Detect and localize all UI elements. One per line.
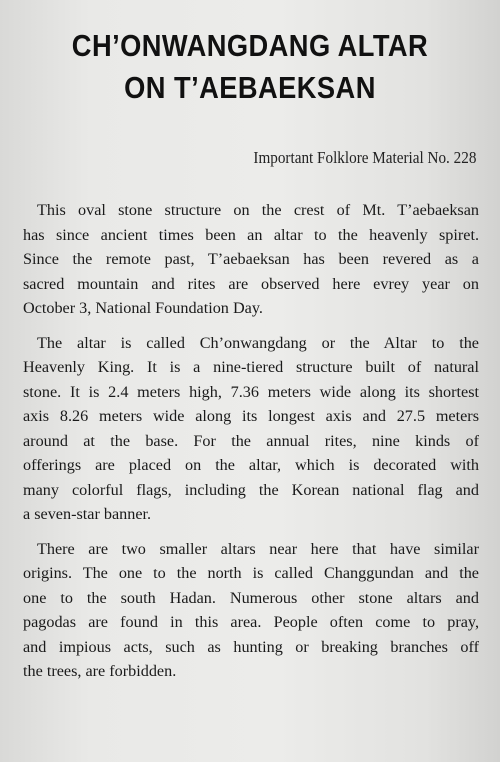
title-line-1: CH’ONWANGDANG ALTAR xyxy=(71,28,429,63)
text-line: sacred mountain and rites are observed here evrey year on xyxy=(23,274,479,293)
text-line: Heavenly King. It is a nine-tiered structure built of natural xyxy=(23,358,479,376)
paragraph xyxy=(23,537,479,684)
text-line: pagodas are found in this area. People often come to pray, xyxy=(23,613,479,631)
text-line: one to the south Hadan. Numerous other stone altars and xyxy=(23,588,479,607)
text-line: and impious acts, such as hunting or breaking branches off xyxy=(23,637,479,656)
title-line-2: ON T’AEBAEKSAN xyxy=(124,70,376,105)
text-line: October 3, National Foundation Day. xyxy=(23,299,263,317)
text-line: offerings are placed on the altar, which is decorated with xyxy=(23,456,479,474)
text-line: This oval stone structure on the crest of Mt. T’aebaeksan xyxy=(37,201,479,219)
sign-body xyxy=(23,198,479,694)
text-line: There are two smaller altars near here that have similar xyxy=(37,539,479,558)
text-line: many colorful flags, including the Korean national flag and xyxy=(23,480,479,499)
text-line: stone. It is 2.4 meters high, 7.36 meters wide along its shortest xyxy=(23,382,479,401)
text-line: around at the base. For the annual rites, nine kinds of xyxy=(23,431,479,450)
text-line: origins. The one to the north is called Changgundan and the xyxy=(23,564,479,582)
text-line: The altar is called Ch’onwangdang or the Altar to the xyxy=(37,333,479,352)
text-line: Since the remote past, T’aebaeksan has been revered as a xyxy=(23,250,479,268)
text-line: axis 8.26 meters wide along its longest axis and 27.5 meters xyxy=(23,407,479,425)
paragraph xyxy=(23,198,479,321)
paragraph xyxy=(23,331,479,527)
text-line: has since ancient times been an altar to the heavenly spiret. xyxy=(23,225,479,244)
text-line: the trees, are forbidden. xyxy=(23,662,177,680)
text-line: a seven-star banner. xyxy=(23,505,152,523)
designation-subtitle: Important Folklore Material No. 228 xyxy=(252,148,476,167)
